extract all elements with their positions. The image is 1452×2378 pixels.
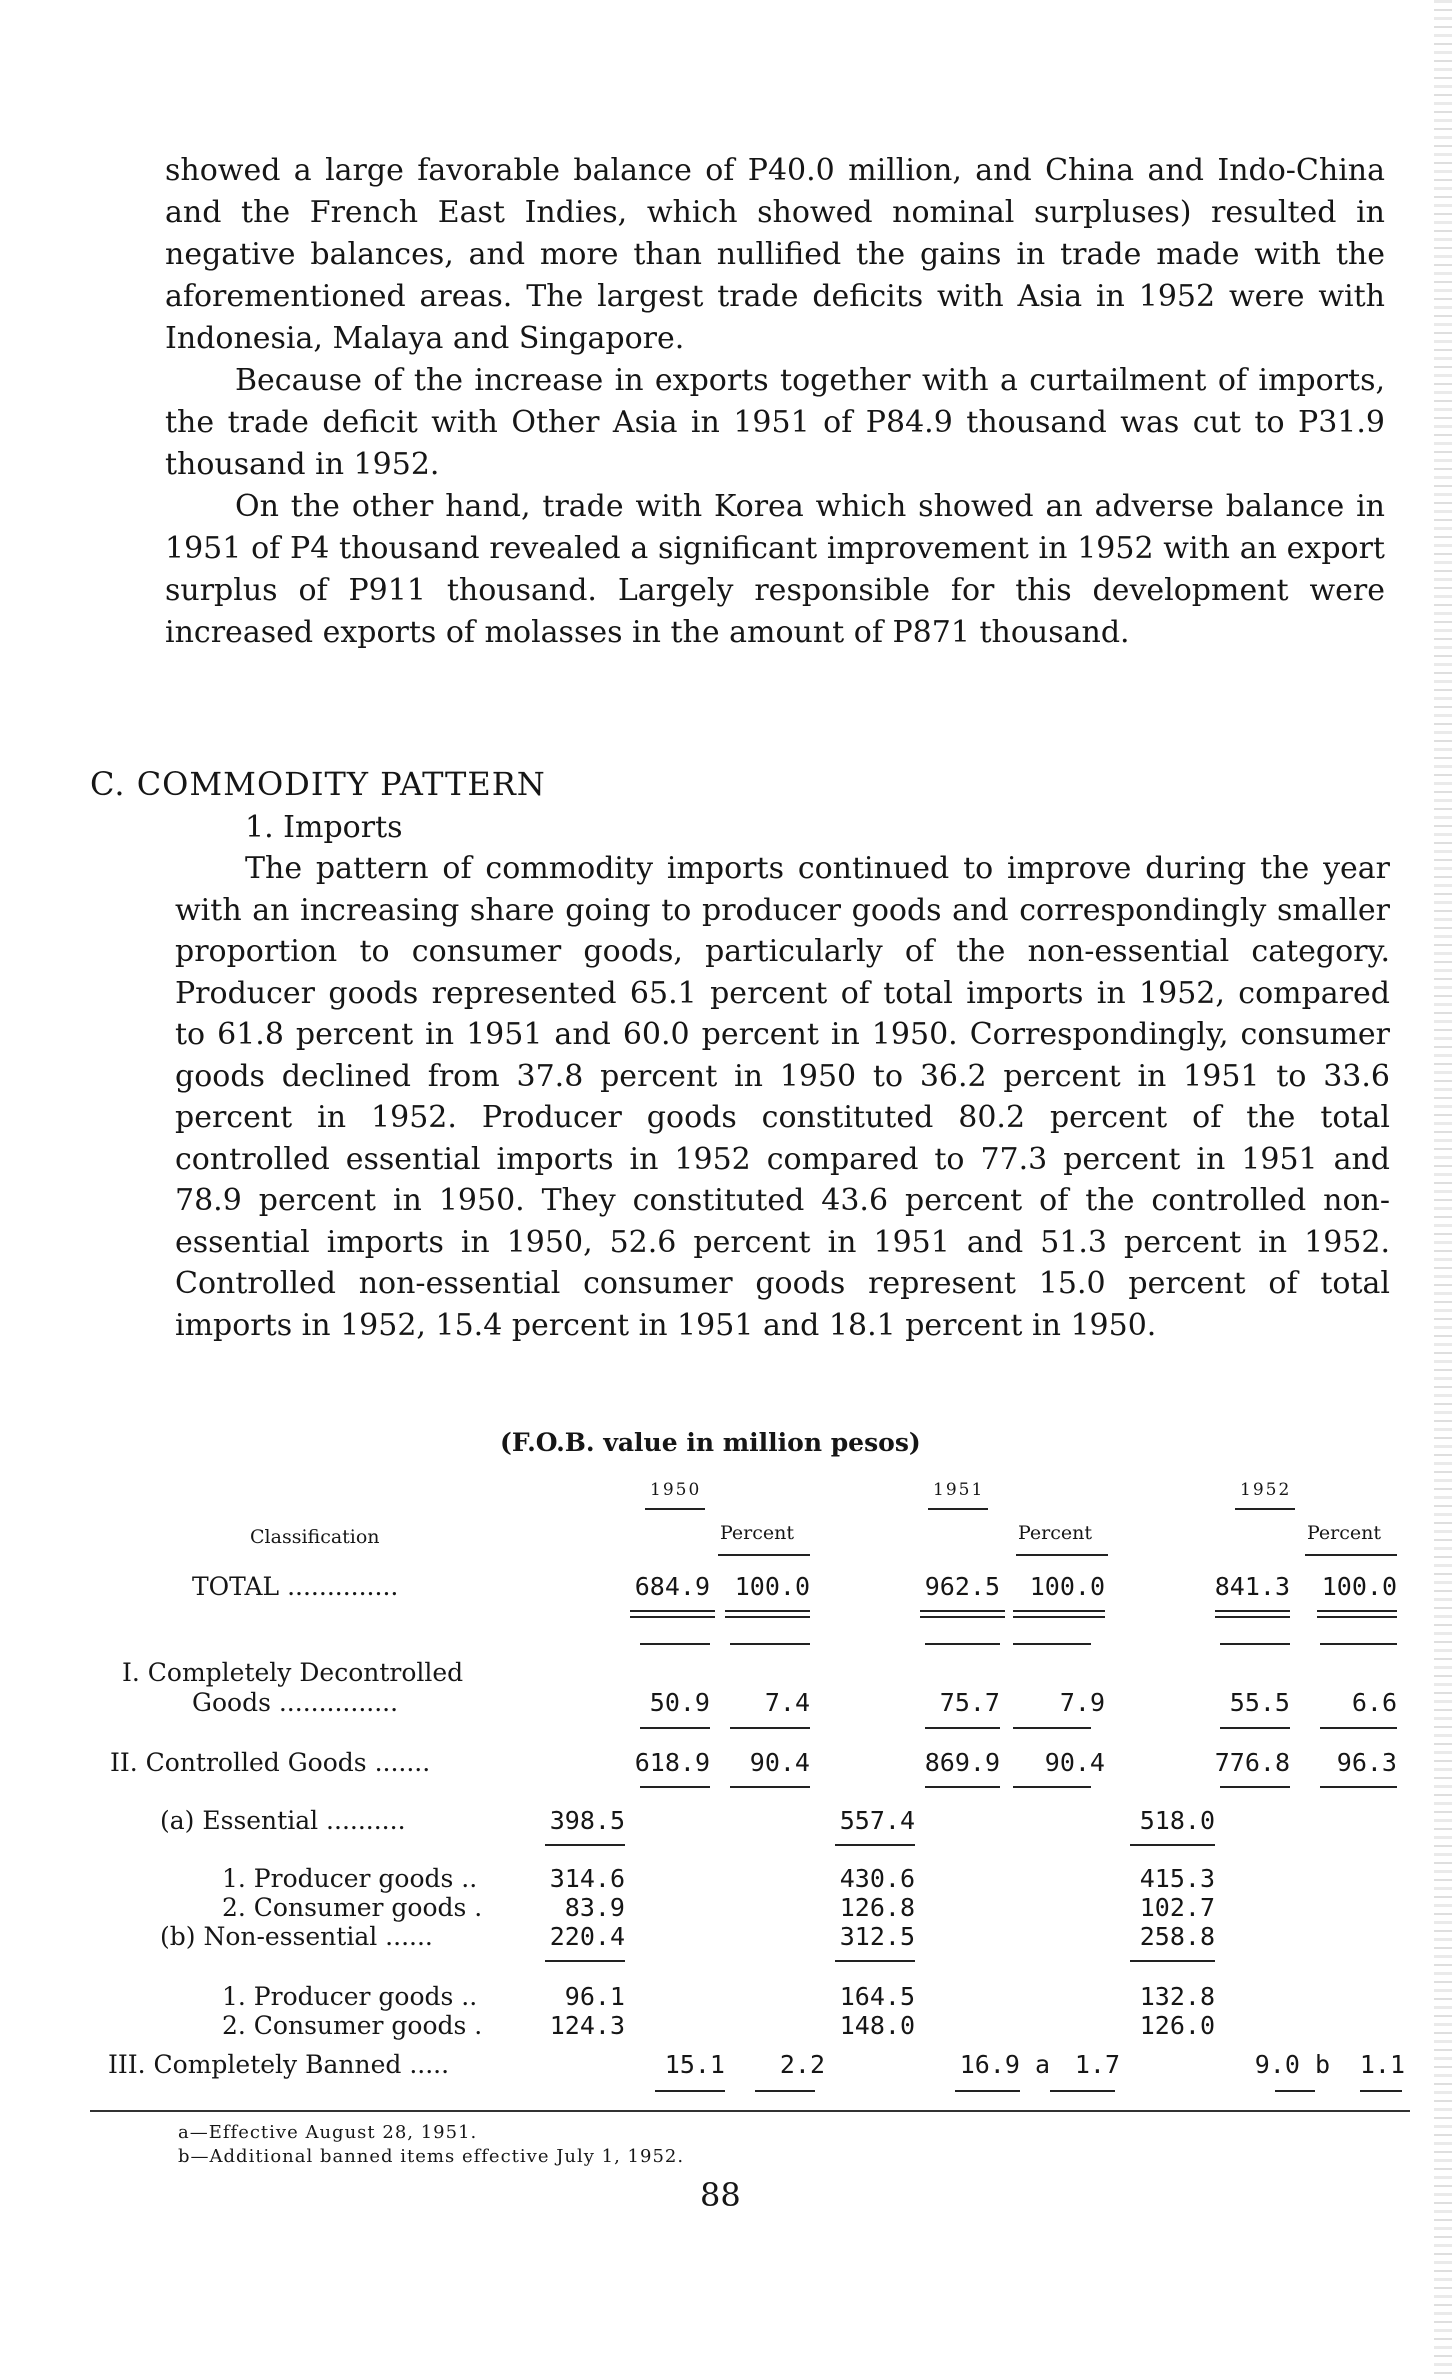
cell: 75.7 [939, 1688, 1000, 1717]
cell: 6.6 [1351, 1688, 1397, 1717]
cell: 100.0 [734, 1572, 810, 1601]
footnote: a—Effective August 28, 1951. [178, 2122, 478, 2143]
cell: 258.8 [1139, 1922, 1215, 1951]
cell: 55.5 [1229, 1688, 1290, 1717]
paragraph: Because of the increase in exports together with a curtailment of imports, the trade deficit with Other Asia in 1951 of P84.9 thousand was cut to P31.9 thousand in 1952. [165, 363, 1385, 482]
row-label-decontrolled: Goods ............... [192, 1688, 399, 1717]
cell: 100.0 [1029, 1572, 1105, 1601]
cell: 96.3 [1336, 1748, 1397, 1777]
footnote: b—Additional banned items effective July 1, 1952. [178, 2146, 685, 2167]
cell: 90.4 [1044, 1748, 1105, 1777]
cell: 220.4 [549, 1922, 625, 1951]
cell: 962.5 [924, 1572, 1000, 1601]
cell: 557.4 [839, 1806, 915, 1835]
paragraph: showed a large favorable balance of P40.0 million, and China and Indo-China and the French East Indies, which showed nominal surpluses) resulted in negative balances, and more than nullified the gains in trade made with the aforementioned areas. The largest trade deficits with Asia in 1952 were with Indonesia, Malaya and Singapore. [165, 153, 1385, 356]
cell: 50.9 [649, 1688, 710, 1717]
year-header: 1950 [650, 1480, 702, 1500]
cell: 398.5 [549, 1806, 625, 1835]
cell: 132.8 [1139, 1982, 1215, 2011]
percent-header: Percent [1018, 1522, 1093, 1544]
paragraph: The pattern of commodity imports continued to improve during the year with an increasing share going to producer goods and correspondingly smaller proportion to consumer goods, particularly of the non-essential category. Producer goods represented 65.1 percent of total imports in 1952, compared to 61.8 percent in 1951 and 60.0 percent in 1950. Correspondingly, consumer goods declined from 37.8 percent in 1950 to 36.2 percent in 1951 to 33.6 percent in 1952. Producer goods constituted 80.2 percent of the total controlled essential imports in 1952 compared to 77.3 percent in 1951 and 78.9 percent in 1950. They constituted 43.6 percent of the controlled non-essential imports in 1950, 52.6 percent in 1951 and 51.3 percent in 1952. Controlled non-essential consumer goods represent 15.0 percent of total imports in 1952, 15.4 percent in 1951 and 18.1 percent in 1950. [175, 851, 1390, 1343]
row-label-nonessential-producer: 1. Producer goods .. [222, 1982, 478, 2011]
subsection-heading: 1. Imports [245, 810, 403, 845]
cell: 430.6 [839, 1864, 915, 1893]
classification-header: Classification [250, 1526, 380, 1548]
cell: 314.6 [549, 1864, 625, 1893]
cell: 126.8 [839, 1893, 915, 1922]
cell: 684.9 [634, 1572, 710, 1601]
row-label-essential-producer: 1. Producer goods .. [222, 1864, 478, 1893]
body-text [165, 150, 1385, 654]
cell: 83.9 [564, 1893, 625, 1922]
cell: 96.1 [564, 1982, 625, 2011]
cell: 518.0 [1139, 1806, 1215, 1835]
cell: 618.9 [634, 1748, 710, 1777]
row-label-banned: III. Completely Banned ..... [108, 2050, 450, 2079]
cell: 124.3 [549, 2011, 625, 2040]
page-number: 88 [700, 2176, 741, 2214]
cell: 148.0 [839, 2011, 915, 2040]
imports-text [175, 848, 1390, 1346]
cell: 415.3 [1139, 1864, 1215, 1893]
cell: 90.4 [749, 1748, 810, 1777]
row-label-nonessential: (b) Non-essential ...... [160, 1922, 433, 1951]
cell: 16.9 a [959, 2050, 1050, 2079]
table-caption: (F.O.B. value in million pesos) [500, 1428, 921, 1457]
cell: 100.0 [1321, 1572, 1397, 1601]
row-label-decontrolled: I. Completely Decontrolled [122, 1658, 464, 1687]
cell: 7.4 [764, 1688, 810, 1717]
cell: 126.0 [1139, 2011, 1215, 2040]
cell: 776.8 [1214, 1748, 1290, 1777]
section-heading: C. COMMODITY PATTERN [90, 765, 546, 803]
percent-header: Percent [1307, 1522, 1382, 1544]
footnote-rule [90, 2110, 1410, 2112]
cell: 312.5 [839, 1922, 915, 1951]
cell: 9.0 b [1254, 2050, 1330, 2079]
cell: 7.9 [1059, 1688, 1105, 1717]
cell: 102.7 [1139, 1893, 1215, 1922]
row-label-controlled: II. Controlled Goods ....... [110, 1748, 431, 1777]
cell: 15.1 [664, 2050, 725, 2079]
cell: 2.2 [779, 2050, 825, 2079]
row-label-nonessential-consumer: 2. Consumer goods . [222, 2011, 483, 2040]
page-edge [1434, 0, 1452, 2378]
percent-header: Percent [720, 1522, 795, 1544]
cell: 841.3 [1214, 1572, 1290, 1601]
row-label-essential-consumer: 2. Consumer goods . [222, 1893, 483, 1922]
cell: 164.5 [839, 1982, 915, 2011]
year-header: 1951 [933, 1480, 985, 1500]
paragraph: On the other hand, trade with Korea which showed an adverse balance in 1951 of P4 thousand revealed a significant improvement in 1952 with an export surplus of P911 thousand. Largely responsible for this development were increased exports of molasses in the amount of P871 thousand. [165, 489, 1385, 650]
cell: 869.9 [924, 1748, 1000, 1777]
row-label-essential: (a) Essential .......... [160, 1806, 406, 1835]
year-header: 1952 [1240, 1480, 1292, 1500]
row-label-total: TOTAL .............. [192, 1572, 399, 1601]
cell: 1.1 [1359, 2050, 1405, 2079]
cell: 1.7 [1074, 2050, 1120, 2079]
